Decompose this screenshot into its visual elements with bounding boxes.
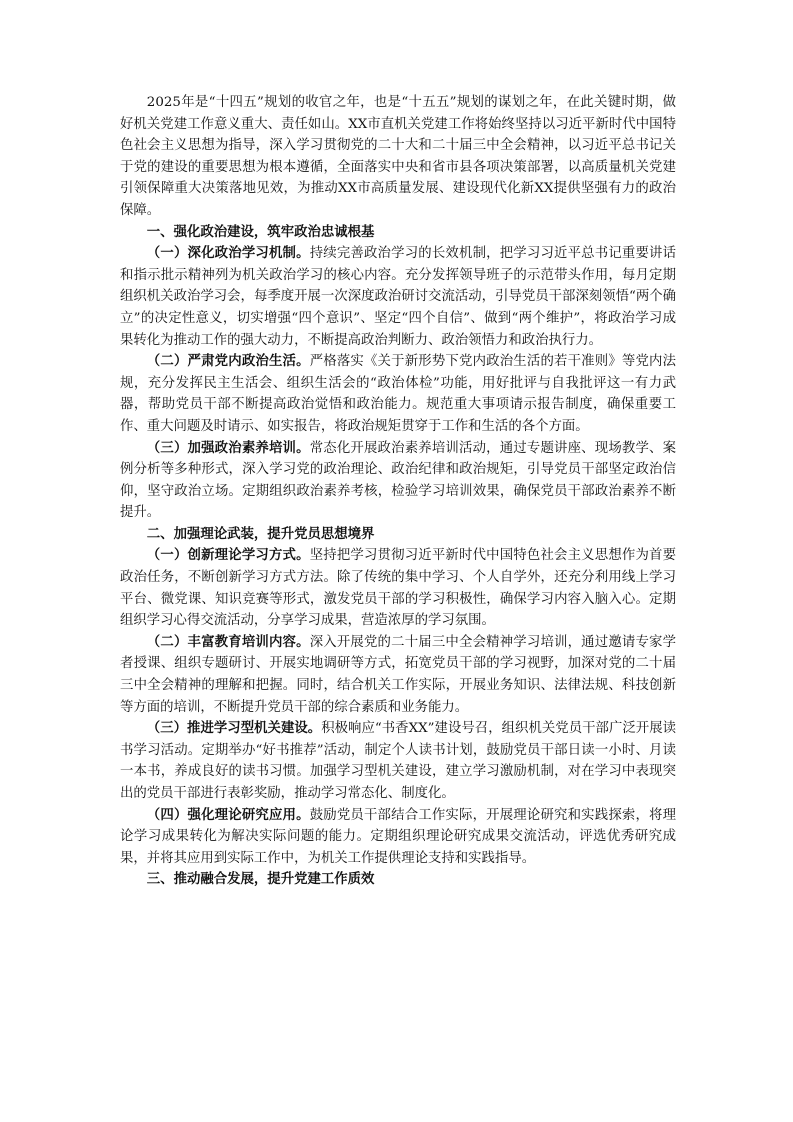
- item-title: （二）严肃党内政治生活。: [146, 354, 310, 370]
- item-body: 严格落实《关于新形势下党内政治生活的若干准则》等党内法规，充分发挥民主生活会、组织生活会的“政治体检”功能，用好批评与自我批评这一有力武器，帮助党员干部不断提高政治觉悟和政治能力。规范重大事项请示报告制度，确保重要工作、重大问题及时请示、如实报告，将政治规矩贯穿于工作和生活的各个方面。: [120, 354, 677, 434]
- item-title: （四）强化理论研究应用。: [146, 807, 310, 823]
- item-body: 持续完善政治学习的长效机制，把学习习近平总书记重要讲话和指示批示精神列为机关政治学习的核心内容。充分发挥领导班子的示范带头作用，每月定期组织机关政治学习会，每季度开展一次深度政治研讨交流活动，引导党员干部深刻领悟“两个确立”的决定性意义，切实增强“四个意识”、坚定“四个自信”、做到“两个维护”，将政治学习成果转化为推动工作的强大动力，不断提高政治判断力、政治领悟力和政治执行力。: [120, 246, 677, 348]
- section-2-item-1: [120, 545, 676, 631]
- document-page: [120, 92, 676, 891]
- item-title: （三）推进学习型机关建设。: [146, 721, 322, 737]
- item-body: 坚持把学习贯彻习近平新时代中国特色社会主义思想作为首要政治任务，不断创新学习方式方法。除了传统的集中学习、个人自学外，还充分利用线上学习平台、微党课、知识竞赛等形式，激发党员干部的学习积极性，确保学习内容入脑入心。定期组织学习心得交流活动，分享学习成果，营造浓厚的学习氛围。: [120, 548, 677, 629]
- section-1-item-3: [120, 438, 676, 524]
- section-2-item-3: [120, 718, 676, 804]
- item-body: 鼓励党员干部结合工作实际，开展理论研究和实践探索，将理论学习成果转化为解决实际问题的能力。定期组织理论研究成果交流活动，评选优秀研究成果，并将其应用到实际工作中，为机关工作提供理论支持和实践指导。: [120, 807, 677, 866]
- intro-paragraph: 2025年是“十四五”规划的收官之年，也是“十五五”规划的谋划之年，在此关键时期，做好机关党建工作意义重大、责任如山。XX市直机关党建工作将始终坚持以习近平新时代中国特色社会主义思想为指导，深入学习贯彻党的二十大和二十届三中全会精神，以习近平总书记关于党的建设的重要思想为根本遵循，全面落实中央和省市县各项决策部署，以高质量机关党建引领保障重大决策落地见效，为推动XX市高质量发展、建设现代化新XX提供坚强有力的政治保障。: [120, 95, 676, 218]
- section-2-item-4: [120, 805, 676, 870]
- item-title: （一）深化政治学习机制。: [146, 246, 310, 262]
- section-2-heading: 二、加强理论武装，提升党员思想境界: [146, 526, 375, 542]
- item-body: 积极响应“书香XX”建设号召，组织机关党员干部广泛开展读书学习活动。定期举办“好书推荐”活动，制定个人读书计划，鼓励党员干部日读一小时、月读一本书，养成良好的读书习惯。加强学习型机关建设，建立学习激励机制，对在学习中表现突出的党员干部进行表彰奖励，推动学习常态化、制度化。: [120, 721, 676, 801]
- item-title: （一）创新理论学习方式。: [146, 548, 310, 564]
- section-1-item-2: [120, 351, 676, 437]
- section-3-heading: 三、推动融合发展，提升党建工作质效: [146, 872, 375, 888]
- item-body: 深入开展党的二十届三中全会精神学习培训，通过邀请专家学者授课、组织专题研讨、开展实地调研等方式，拓宽党员干部的学习视野，加深对党的二十届三中全会精神的理解和把握。同时，结合机关工作实际，开展业务知识、法律法规、科技创新等方面的培训，不断提升党员干部的综合素质和业务能力。: [120, 634, 677, 715]
- section-1-heading: 一、强化政治建设，筑牢政治忠诚根基: [146, 224, 375, 240]
- section-2-item-2: [120, 632, 676, 718]
- section-1-item-1: [120, 243, 676, 351]
- item-body: 常态化开展政治素养培训活动，通过专题讲座、现场教学、案例分析等多种形式，深入学习党的政治理论、政治纪律和政治规矩，引导党员干部坚定政治信仰，坚守政治立场。定期组织政治素养考核，检验学习培训效果，确保党员干部政治素养不断提升。: [120, 440, 677, 521]
- item-title: （二）丰富教育培训内容。: [146, 634, 310, 650]
- item-title: （三）加强政治素养培训。: [146, 440, 310, 456]
